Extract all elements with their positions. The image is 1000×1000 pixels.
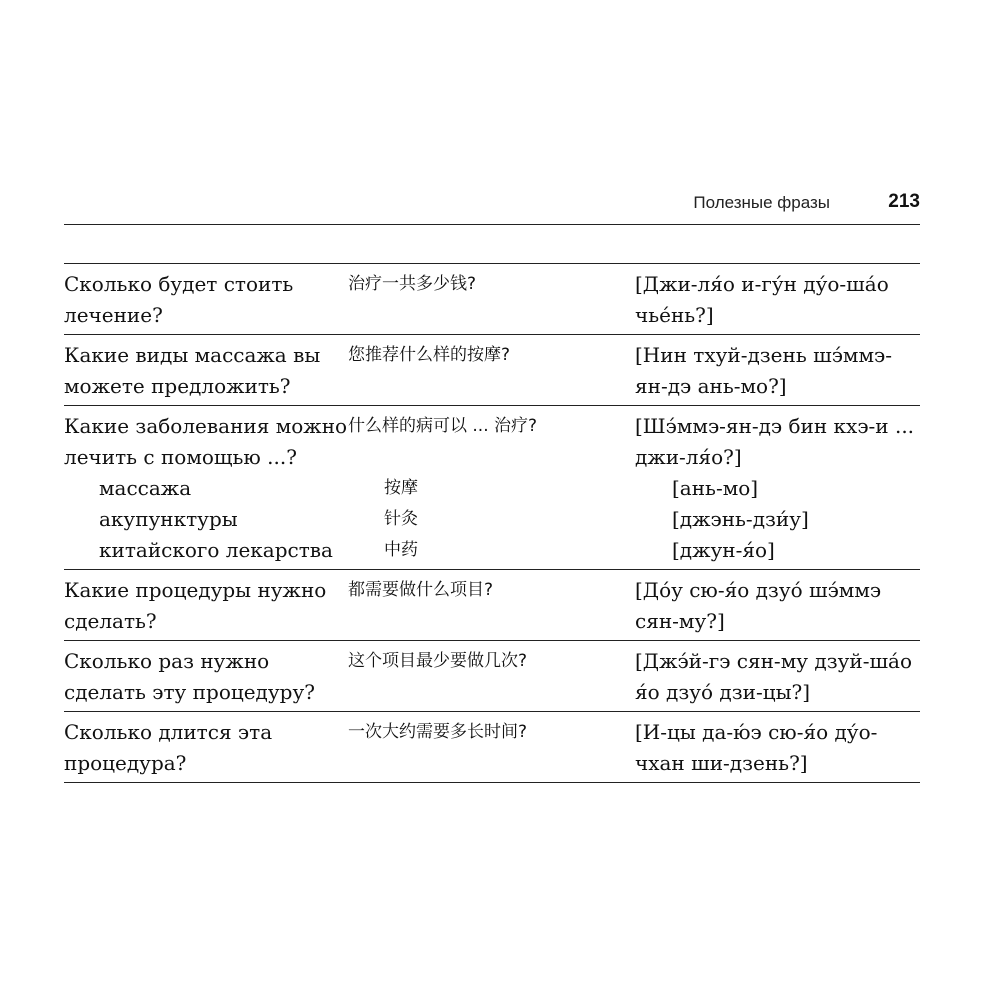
phrase-table xyxy=(64,263,920,783)
chinese-phrase: 都需要做什么项目? xyxy=(348,580,494,600)
russian-phrase: Сколько раз нужно сделать эту процедуру? xyxy=(64,649,315,704)
table-row xyxy=(64,335,920,406)
table-row xyxy=(64,264,920,335)
page-number: 213 xyxy=(888,191,920,212)
table-row xyxy=(64,712,920,783)
russian-phrase: Сколько длится эта процедура? xyxy=(64,720,273,775)
sub-russian-phrase: китайского лекарства xyxy=(99,538,333,562)
sub-chinese-phrase: 按摩 xyxy=(384,478,418,498)
chinese-phrase: 您推荐什么样的按摩? xyxy=(348,345,511,365)
russian-phrase: Какие виды массажа вы можете предложить? xyxy=(64,343,321,398)
chinese-phrase: 一次大约需要多长时间? xyxy=(348,722,528,742)
table-row xyxy=(64,641,920,712)
sub-row xyxy=(64,535,920,566)
chinese-phrase: 治疗一共多少钱? xyxy=(348,274,477,294)
russian-phrase: Какие заболевания можно лечить с помощью ...? xyxy=(64,414,348,469)
transcription: [Нин тхуй-дзень шэ́ммэ-ян-дэ ань-мо?] xyxy=(635,343,892,398)
table-row xyxy=(64,406,920,570)
russian-phrase: Сколько будет стоить лечение? xyxy=(64,272,294,327)
chinese-phrase: 什么样的病可以 ... 治疗? xyxy=(348,416,538,436)
chinese-phrase: 这个项目最少要做几次? xyxy=(348,651,528,671)
table-row xyxy=(64,570,920,641)
transcription: [Джэ́й-гэ сян-му дзуй-ша́о я́о дзуо́ дзи-цы?] xyxy=(635,649,913,704)
sub-transcription: [ань-мо] xyxy=(672,476,759,500)
russian-phrase: Какие процедуры нужно сделать? xyxy=(64,578,327,633)
sub-row xyxy=(64,473,920,504)
transcription: [Джи-ля́о и-гу́н ду́о-ша́о чье́нь?] xyxy=(635,272,889,327)
transcription: [И-цы да-ю́э сю-я́о ду́о-чхан ши-дзень?] xyxy=(635,720,878,775)
transcription: [Шэ́ммэ-ян-дэ бин кхэ-и ... джи-ля́о?] xyxy=(635,414,915,469)
sub-chinese-phrase: 针灸 xyxy=(384,509,418,529)
running-header-title: Полезные фразы xyxy=(693,193,830,212)
transcription: [До́у сю-я́о дзуо́ шэ́ммэ сян-му?] xyxy=(635,578,882,633)
sub-transcription: [джэнь-дзи́у] xyxy=(672,507,809,531)
sub-russian-phrase: массажа xyxy=(99,476,192,500)
sub-row xyxy=(64,504,920,535)
running-header xyxy=(64,188,920,225)
sub-chinese-phrase: 中药 xyxy=(384,540,418,560)
sub-transcription: [джун-я́о] xyxy=(672,538,775,562)
sub-russian-phrase: акупунктуры xyxy=(99,507,238,531)
